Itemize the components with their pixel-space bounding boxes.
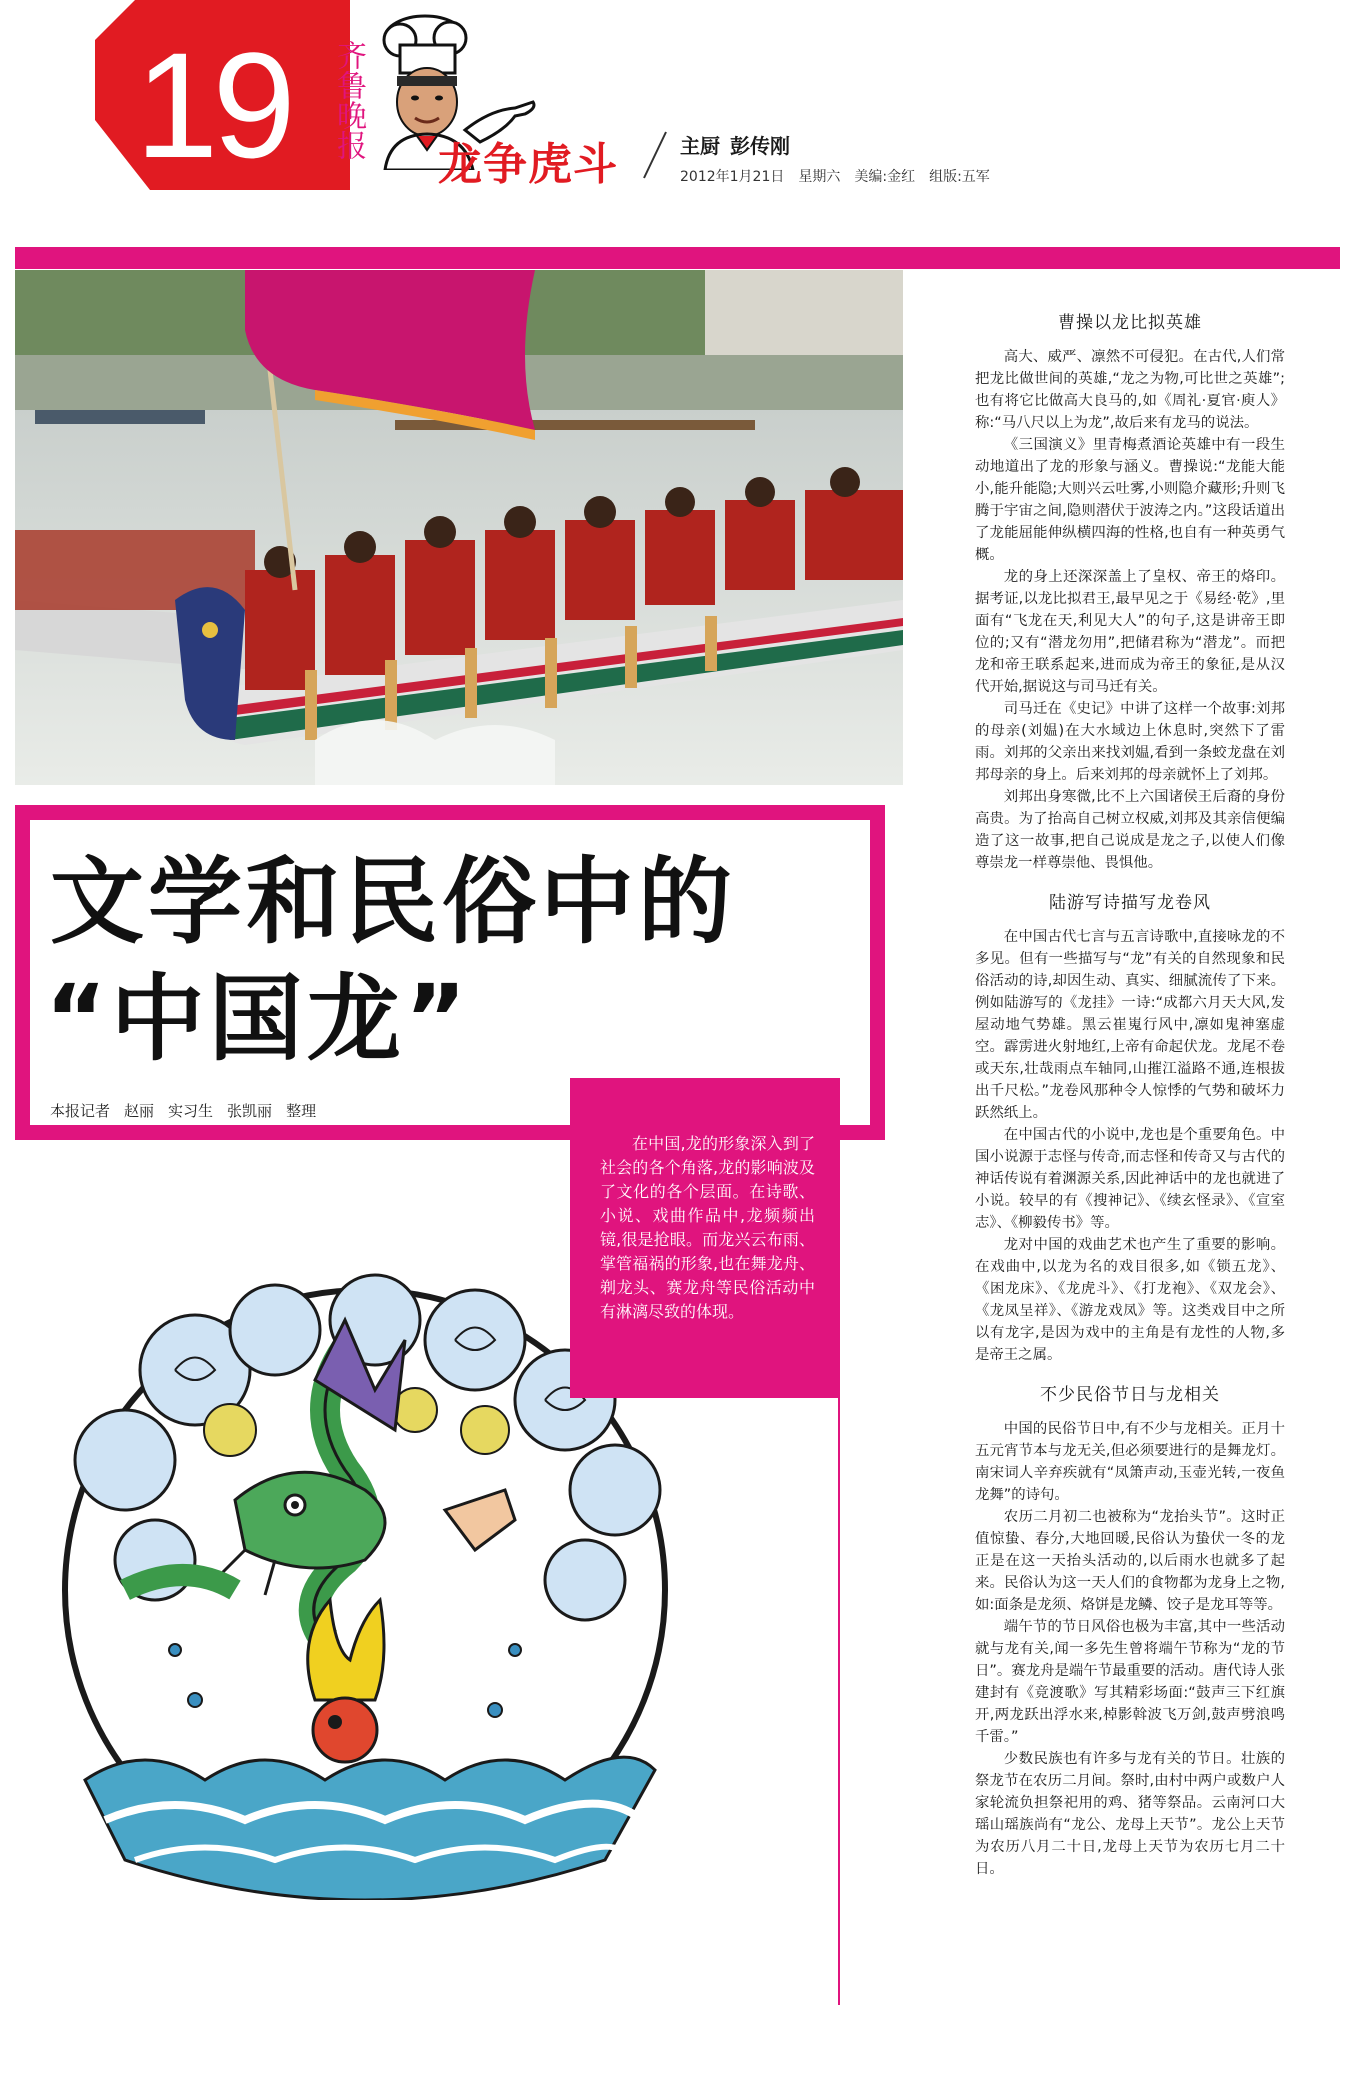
article-paragraph: 刘邦出身寒微,比不上六国诸侯王后裔的身份高贵。为了抬高自己树立权威,刘邦及其亲信便编造了这一故事,把自己说成是龙之子,以使人们像尊崇龙一样尊崇他、畏惧他。 — [975, 789, 1285, 871]
article-body — [975, 310, 1285, 1880]
page-number: 19 — [135, 21, 290, 189]
section-title: 不少民俗节日与龙相关 — [1040, 1385, 1220, 1405]
headline-line-1: 文学和民俗中的 — [50, 848, 737, 957]
byline-role: 整理 — [286, 1102, 317, 1120]
article-paragraph: 龙的身上还深深盖上了皇权、帝王的烙印。据考证,以龙比拟君王,最早见之于《易经·乾》,里面有“飞龙在天,利见大人”的句子,这是讲帝王即位的;又有“潜龙勿用”,把储君称为“潜龙”。而把龙和帝王联系起来,进而成为帝王的象征,是从汉代开始,据说这与司马迁有关。 — [975, 569, 1285, 695]
top-accent-bar — [15, 247, 1340, 269]
byline-reporter-name: 赵丽 — [124, 1102, 155, 1120]
date-line — [680, 166, 1004, 186]
byline — [50, 1100, 330, 1121]
chief-editor-label: 主厨 — [680, 134, 720, 158]
article-paragraph: 农历二月初二也被称为“龙抬头节”。这时正值惊蛰、春分,大地回暖,民俗认为蛰伏一冬的龙正是在这一天抬头活动的,以后雨水也就多了起来。民俗认为这一天人们的食物都为龙身上之物,如:面条是龙须、烙饼是龙鳞、饺子是龙耳等等。 — [975, 1509, 1285, 1613]
byline-intern-label: 实习生 — [168, 1102, 214, 1120]
art-editor: 美编:金红 — [854, 169, 916, 185]
article-paragraph: 端午节的节日风俗也极为丰富,其中一些活动就与龙有关,闻一多先生曾将端午节称为“龙的节日”。赛龙舟是端午节最重要的活动。唐代诗人张建封有《竞渡歌》写其精彩场面:“鼓声三下红旗开,两龙跃出浮水来,棹影斡波飞万剑,鼓声劈浪鸣千雷。” — [975, 1619, 1285, 1745]
dragon-boat-photo — [15, 270, 903, 785]
headline-line-2: “中国龙” — [45, 965, 471, 1074]
chief-editor-name: 彭传刚 — [730, 134, 790, 158]
article-paragraph: 在中国古代七言与五言诗歌中,直接咏龙的不多见。但有一些描写与“龙”有关的自然现象和民俗活动的诗,却因生动、真实、细腻流传了下来。例如陆游写的《龙挂》一诗:“成都六月天大风,发屋动地气势雄。黑云崔嵬行风中,凛如鬼神塞虚空。霹雳进火射地红,上帝有命起伏龙。龙尾不卷或天东,壮哉雨点车轴同,山摧江溢路不通,连根拔出千尺松。”龙卷风那种令人惊悸的气势和破坏力跃然纸上。 — [975, 929, 1285, 1121]
byline-intern-name: 张凯丽 — [227, 1102, 273, 1120]
masthead-logo: 齐鲁晚报 — [331, 40, 366, 160]
article-paragraph: 高大、威严、凛然不可侵犯。在古代,人们常把龙比做世间的英雄,“龙之为物,可比世之英雄”;也有将它比做高大良马的,如《周礼·夏官·庾人》称:“马八尺以上为龙”,故后来有龙马的说法。 — [975, 349, 1285, 431]
article-paragraph: 中国的民俗节日中,有不少与龙相关。正月十五元宵节本与龙无关,但必须要进行的是舞龙灯。南宋词人辛弃疾就有“凤箫声动,玉壶光转,一夜鱼龙舞”的诗句。 — [975, 1421, 1285, 1503]
issue-weekday: 星期六 — [798, 169, 841, 185]
issue-date: 2012年1月21日 — [680, 169, 785, 185]
article-paragraph: 司马迁在《史记》中讲了这样一个故事:刘邦的母亲(刘媪)在大水域边上休息时,突然下了雷雨。刘邦的父亲出来找刘媪,看到一条蛟龙盘在刘邦母亲的身上。后来刘邦的母亲就怀上了刘邦。 — [975, 701, 1285, 783]
column-name: 龙争虎斗 — [438, 139, 618, 190]
article-paragraph: 在中国古代的小说中,龙也是个重要角色。中国小说源于志怪与传奇,而志怪和传奇又与古代的神话传说有着渊源关系,因此神话中的龙也就进了小说。较早的有《搜神记》、《续玄怪录》、《宣室志》、《柳毅传书》等。 — [975, 1127, 1285, 1231]
column-rule — [838, 1385, 840, 2005]
byline-reporter-label: 本报记者 — [50, 1102, 111, 1120]
section-title: 陆游写诗描写龙卷风 — [1049, 893, 1211, 913]
article-paragraph: 少数民族也有许多与龙有关的节日。壮族的祭龙节在农历二月间。祭时,由村中两户或数户人家轮流负担祭祀用的鸡、猪等祭品。云南河口大瑶山瑶族尚有“龙公、龙母上天节”。龙公上天节为农历八月二十日,龙母上天节为农历七月二十日。 — [975, 1751, 1285, 1877]
chief-editor — [680, 130, 800, 159]
layout-editor: 组版:五军 — [929, 169, 990, 185]
intro-text: 在中国,龙的形象深入到了社会的各个角落,龙的影响波及了文化的各个层面。在诗歌、小说、戏曲作品中,龙频频出镜,很是抢眼。而龙兴云布雨、掌管福祸的形象,也在舞龙舟、剃龙头、赛龙舟等民俗活动中有淋漓尽致的体现。 — [600, 1134, 815, 1321]
header-divider — [640, 130, 670, 180]
article-paragraph: 龙对中国的戏曲艺术也产生了重要的影响。在戏曲中,以龙为名的戏目很多,如《锁五龙》、《困龙床》、《龙虎斗》、《打龙袍》、《双龙会》、《龙凤呈祥》、《游龙戏凤》等。这类戏目中之所以有龙字,是因为戏中的主角是有龙性的人物,多是帝王之属。 — [975, 1237, 1285, 1363]
article-paragraph: 《三国演义》里青梅煮酒论英雄中有一段生动地道出了龙的形象与涵义。曹操说:“龙能大能小,能升能隐;大则兴云吐雾,小则隐介藏形;升则飞腾于宇宙之间,隐则潜伏于波涛之内。”这段话道出了龙能屈能伸纵横四海的性格,也自有一种英勇气概。 — [975, 437, 1285, 563]
section-title: 曹操以龙比拟英雄 — [1058, 313, 1202, 333]
